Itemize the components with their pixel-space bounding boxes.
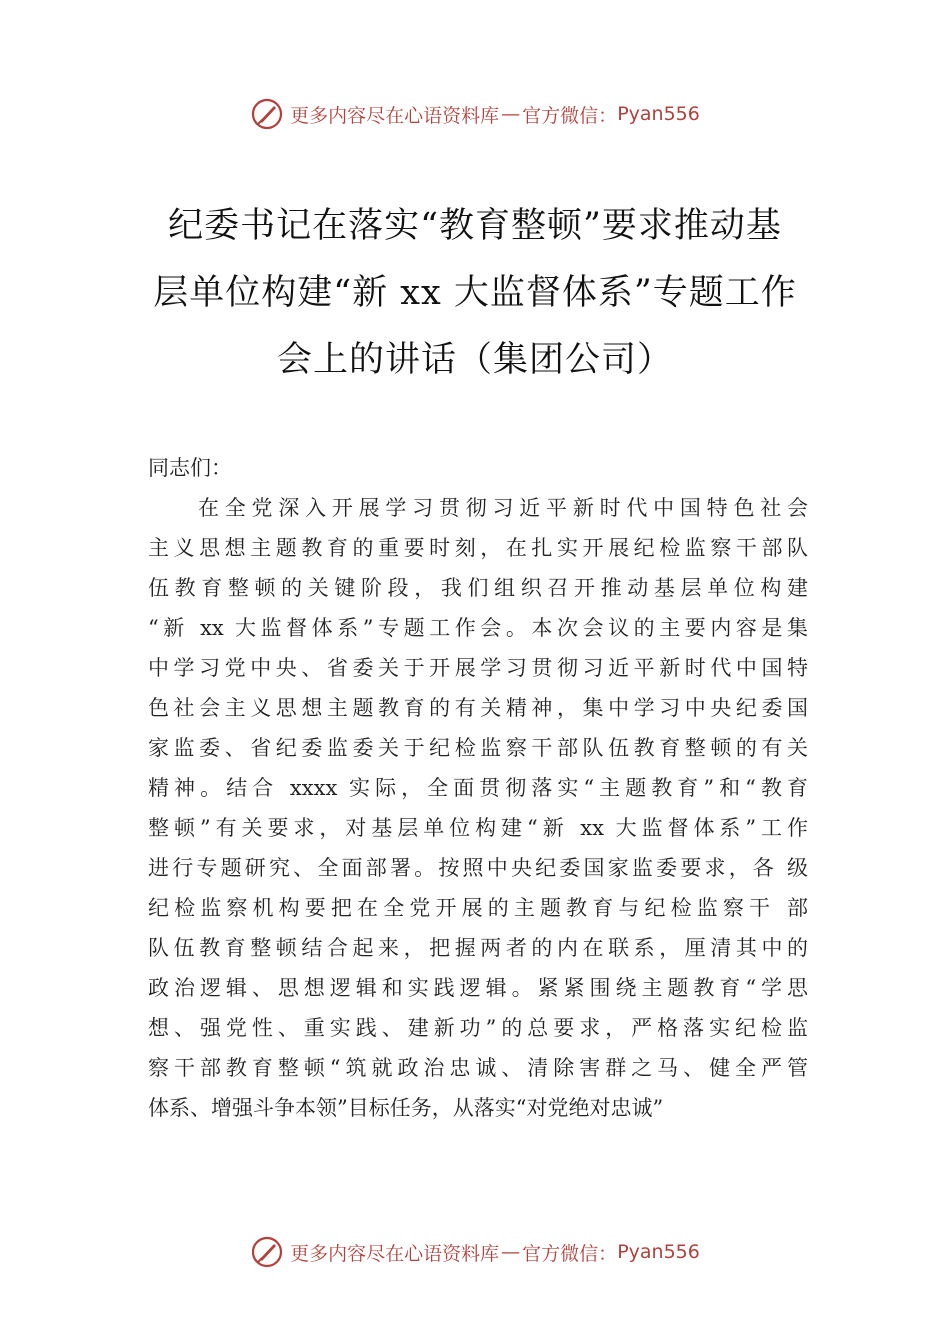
body-line: 色社会主义思想主题教育的有关精神，集中学习中央纪委国 — [148, 696, 808, 720]
body-line: 政治逻辑、思想逻辑和实践逻辑。紧紧围绕主题教育“学思 — [148, 976, 808, 1000]
title-line: 纪委书记在落实“教育整顿”要求推动基 — [168, 206, 782, 246]
body-line: 家监委、省纪委监委关于纪检监察干部队伍教育整顿的有关 — [148, 736, 808, 760]
salutation: 同志们： — [148, 456, 232, 480]
banner-separator: — — [501, 1241, 521, 1263]
banner-wechat-id: Pyan556 — [617, 1241, 700, 1263]
document-title — [130, 193, 820, 394]
body-line: 体系、增强斗争本领”目标任务，从落实“对党绝对忠诚” — [148, 1096, 664, 1120]
banner-wechat-label: 官方微信： — [522, 104, 618, 127]
body-line: 队伍教育整顿结合起来，把握两者的内在联系，厘清其中的 — [148, 936, 808, 960]
body-line: 在全党深入开展学习贯彻习近平新时代中国特色社会 — [198, 496, 808, 520]
banner-text: 更多内容尽在心语资料库 — [290, 104, 500, 127]
body-line: 进行专题研究、全面部署。按照中央纪委国家监委要求，各 级 — [148, 856, 808, 880]
banner-wechat-id: Pyan556 — [617, 103, 700, 125]
header-watermark — [0, 94, 950, 134]
body-line: 精神。结合 xxxx 实际，全面贯彻落实“主题教育”和“教育 — [148, 776, 808, 800]
title-line: 会上的讲话（集团公司） — [276, 340, 673, 380]
body-line: 想、强党性、重实践、建新功”的总要求，严格落实纪检监 — [148, 1016, 808, 1040]
body-line: 伍教育整顿的关键阶段，我们组织召开推动基层单位构建 — [148, 576, 808, 600]
quill-seal-icon — [250, 1235, 284, 1269]
body-line: 主义思想主题教育的重要时刻，在扎实开展纪检监察干部队 — [148, 536, 808, 560]
body-line: 察干部教育整顿“筑就政治忠诚、清除害群之马、健全严管 — [148, 1056, 808, 1080]
body-paragraph — [148, 488, 808, 1128]
body-line: “新 xx 大监督体系”专题工作会。本次会议的主要内容是集 — [148, 616, 808, 640]
footer-watermark — [0, 1232, 950, 1272]
body-line: 纪检监察机构要把在全党开展的主题教育与纪检监察干 部 — [148, 896, 808, 920]
banner-separator: — — [501, 103, 521, 125]
banner-wechat-label: 官方微信： — [522, 1242, 618, 1265]
quill-seal-icon — [250, 97, 284, 131]
body-line: 中学习党中央、省委关于开展学习贯彻习近平新时代中国特 — [148, 656, 808, 680]
banner-text: 更多内容尽在心语资料库 — [290, 1242, 500, 1265]
title-line: 层单位构建“新 xx 大监督体系”专题工作 — [153, 273, 797, 313]
body-line: 整顿”有关要求，对基层单位构建“新 xx 大监督体系”工作 — [148, 816, 808, 840]
